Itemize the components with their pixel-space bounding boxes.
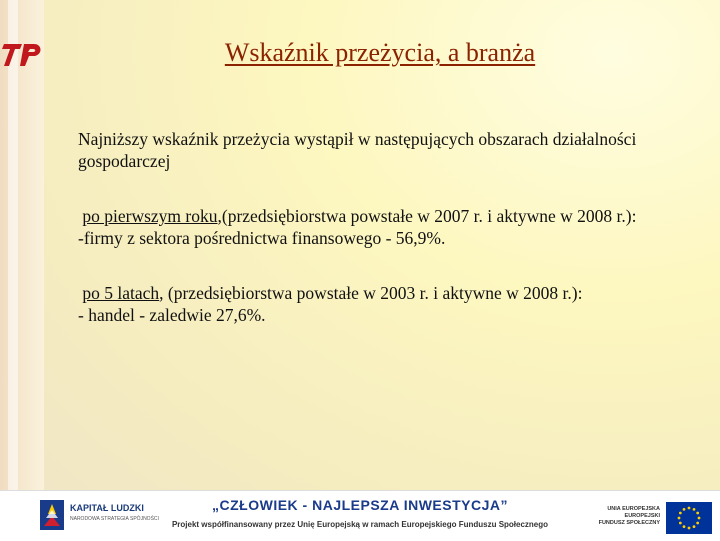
- section-first-year-text: [78, 205, 678, 227]
- footer-slogan: „CZŁOWIEK - NAJLEPSZA INWESTYCJA”: [212, 497, 508, 513]
- section-first-year-heading: po pierwszym roku: [82, 206, 218, 226]
- section-five-years: [78, 282, 678, 326]
- section-five-years-item: - handel - zaledwie 27,6%.: [78, 305, 266, 325]
- slide-content: [78, 128, 678, 359]
- eu-star: [688, 507, 691, 510]
- eu-star: [683, 508, 686, 511]
- eu-star: [698, 517, 701, 520]
- section-five-years-heading: po 5 latach: [82, 283, 160, 303]
- section-five-years-description: , (przedsiębiorstwa powstałe w 2003 r. i aktywne w 2008 r.):: [159, 283, 583, 303]
- intro-paragraph: [78, 128, 678, 172]
- eu-star: [696, 512, 699, 515]
- eu-label-line1: UNIA EUROPEJSKA: [607, 506, 660, 512]
- eu-label-line2: EUROPEJSKI: [624, 513, 660, 519]
- section-first-year-description: ,(przedsiębiorstwa powstałe w 2007 r. i aktywne w 2008 r.):: [217, 206, 637, 226]
- section-five-years-text: [78, 282, 678, 304]
- eu-star: [678, 517, 681, 520]
- eu-star: [683, 525, 686, 528]
- eu-star: [696, 522, 699, 525]
- footer-project-line: Projekt współfinansowany przez Unię Europejską w ramach Europejskiego Funduszu Społecznego: [171, 520, 549, 529]
- left-bar-highlight: [8, 0, 18, 490]
- eu-label: [588, 506, 660, 527]
- eu-star: [693, 525, 696, 528]
- eu-star: [679, 512, 682, 515]
- kapital-ludzki-subtitle: NARODOWA STRATEGIA SPÓJNOŚCI: [70, 516, 159, 522]
- eu-star: [693, 508, 696, 511]
- eu-label-line3: FUNDUSZ SPOŁECZNY: [598, 520, 660, 526]
- slide-title: Wskaźnik przeżycia, a branża: [224, 38, 536, 67]
- kapital-ludzki-name: KAPITAŁ LUDZKI: [70, 503, 144, 513]
- eu-star: [688, 527, 691, 530]
- intro-text: Najniższy wskaźnik przeżycia wystąpił w następujących obszarach działalności gospodarczej: [78, 129, 637, 171]
- left-decoration-bar: [0, 0, 44, 490]
- eu-star: [679, 522, 682, 525]
- section-first-year-item: -firmy z sektora pośrednictwa finansowego - 56,9%.: [78, 228, 446, 248]
- section-first-year: [78, 205, 678, 249]
- eu-flag-icon: [666, 502, 712, 534]
